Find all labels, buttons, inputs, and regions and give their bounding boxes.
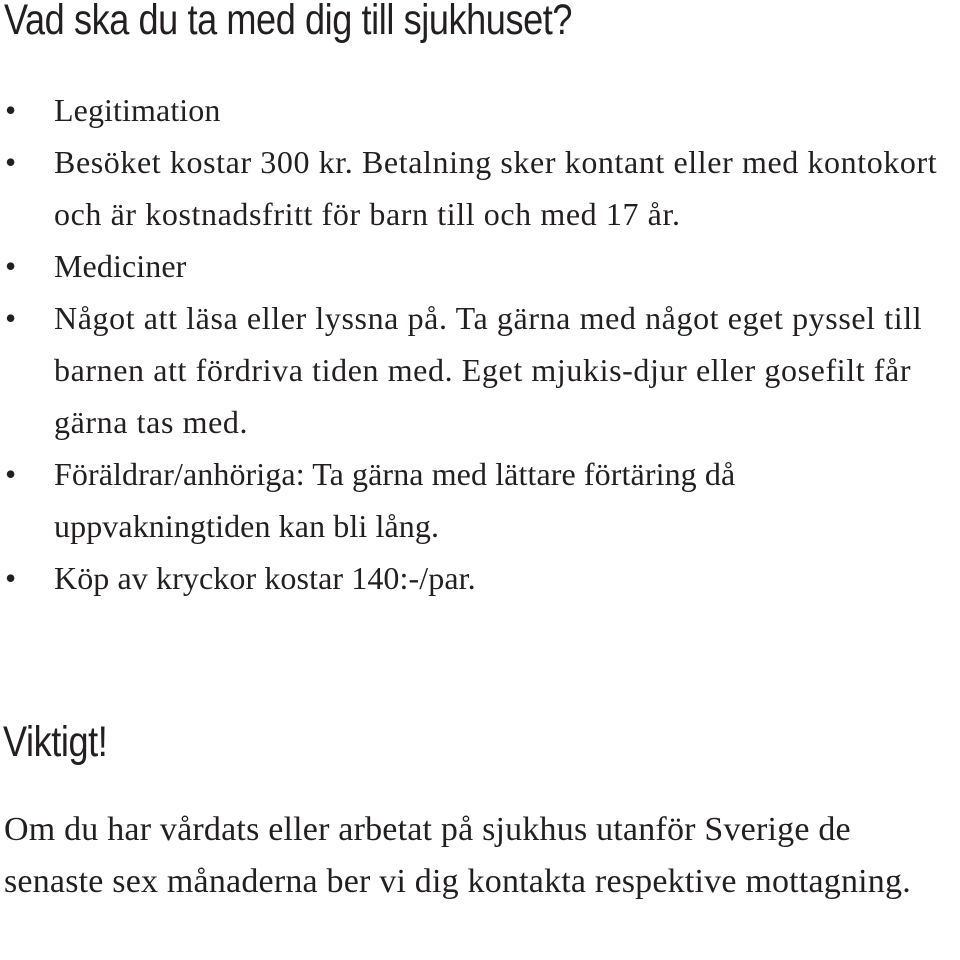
bullet-icon: • (5, 560, 17, 596)
list-item (0, 136, 958, 240)
list-item-text: Besöket kostar 300 kr. Betalning sker kontant eller med kontokort och är kostnadsfritt för barn till och med 17 år. (54, 144, 938, 232)
list-item (0, 292, 958, 448)
list-item-text: Något att läsa eller lyssna på. Ta gärna med något eget pyssel till barnen att fördriva tiden med. Eget mjukis-djur eller gosefilt får gärna tas med. (54, 300, 923, 440)
bullet-icon: • (5, 300, 17, 336)
bring-list (0, 84, 960, 604)
list-item-text: Köp av kryckor kostar 140:-/par. (54, 560, 476, 596)
list-item (0, 84, 958, 136)
bullet-icon: • (5, 92, 17, 128)
list-item (0, 552, 958, 604)
important-heading: Viktigt! (3, 718, 108, 766)
bullet-icon: • (5, 144, 17, 180)
list-item-text: Mediciner (54, 248, 187, 284)
bullet-icon: • (5, 456, 17, 492)
list-item (0, 448, 958, 552)
important-note: Om du har vårdats eller arbetat på sjukhus utanför Sverige de senaste sex månaderna ber vi dig kontakta respektive mottagning. (4, 811, 911, 900)
list-item-text: Legitimation (54, 92, 221, 128)
page-title: Vad ska du ta med dig till sjukhuset? (4, 0, 573, 44)
list-item (0, 240, 958, 292)
bullet-icon: • (5, 248, 17, 284)
list-item-text: Föräldrar/anhöriga: Ta gärna med lättare förtäring då uppvakningtiden kan bli lång. (54, 456, 736, 544)
